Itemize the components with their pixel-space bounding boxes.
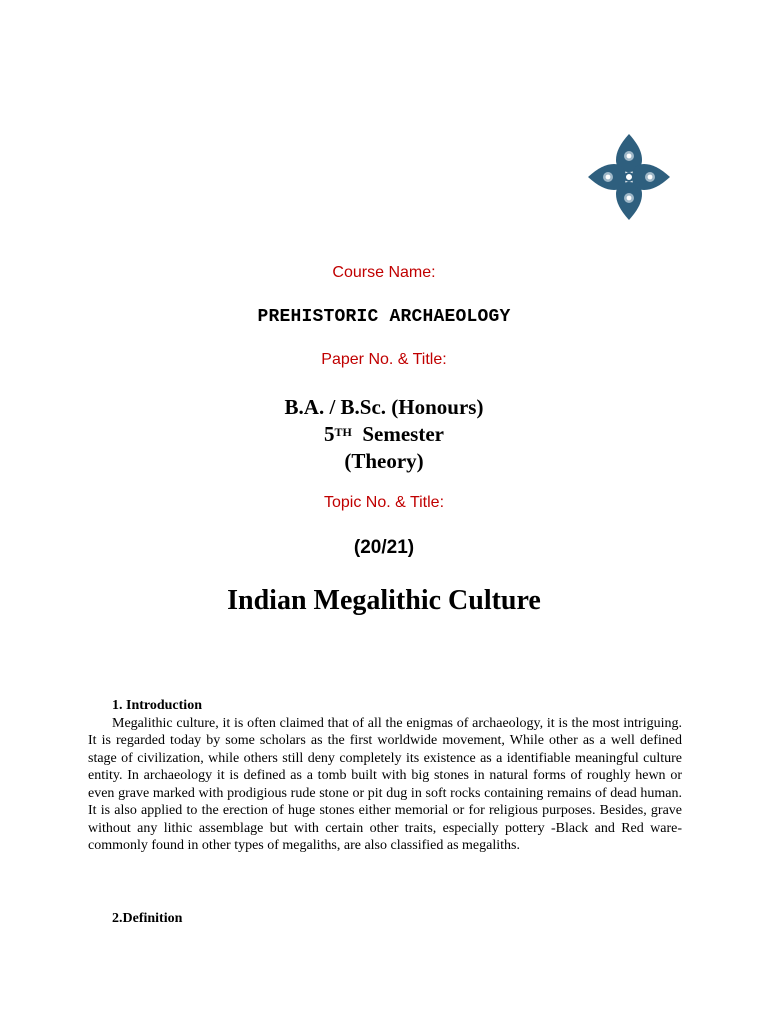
course-name-label: Course Name: — [332, 264, 436, 281]
quatrefoil-emblem-icon — [586, 132, 672, 222]
section-body: Megalithic culture, it is often claimed that of all the enigmas of archaeology, it is the most intriguing. It is regarded today by some scholars as the first worldwide movement, While other as a well defined stage of civilization, while others still deny completely its existence as a identifiable meaningful culture entity. In archaeology it is defined as a tomb built with big stones in natural forms of roughly hewn or even grave marked with prodigious rude stone or pit dug in soft rocks containing remains of dead human. It is also applied to the erection of huge stones either memorial or for religious purposes. Besides, grave without any lithic assemblage but with certain other traits, especially pottery -Black and Red ware- commonly found in other types of megaliths, are also classified as megaliths. — [88, 715, 682, 853]
semester-suffix: TH — [334, 425, 352, 439]
paper-label: Paper No. & Title: — [321, 351, 447, 368]
section-definition — [88, 910, 682, 928]
section-heading: 1. Introduction — [112, 698, 202, 713]
section-introduction — [88, 697, 682, 855]
topic-label: Topic No. & Title: — [323, 494, 445, 511]
course-name: PREHISTORIC ARCHAEOLOGY — [257, 307, 511, 327]
topic-title: Indian Megalithic Culture — [227, 585, 541, 616]
section-heading: 2.Definition — [112, 911, 183, 926]
paper-degree: B.A. / B.Sc. (Honours) — [284, 395, 484, 419]
paper-title — [0, 394, 768, 475]
paper-semester — [0, 421, 768, 448]
topic-number: (20/21) — [353, 537, 415, 558]
semester-word: Semester — [362, 422, 444, 446]
semester-number: 5 — [324, 422, 335, 446]
paper-type: (Theory) — [344, 449, 424, 473]
